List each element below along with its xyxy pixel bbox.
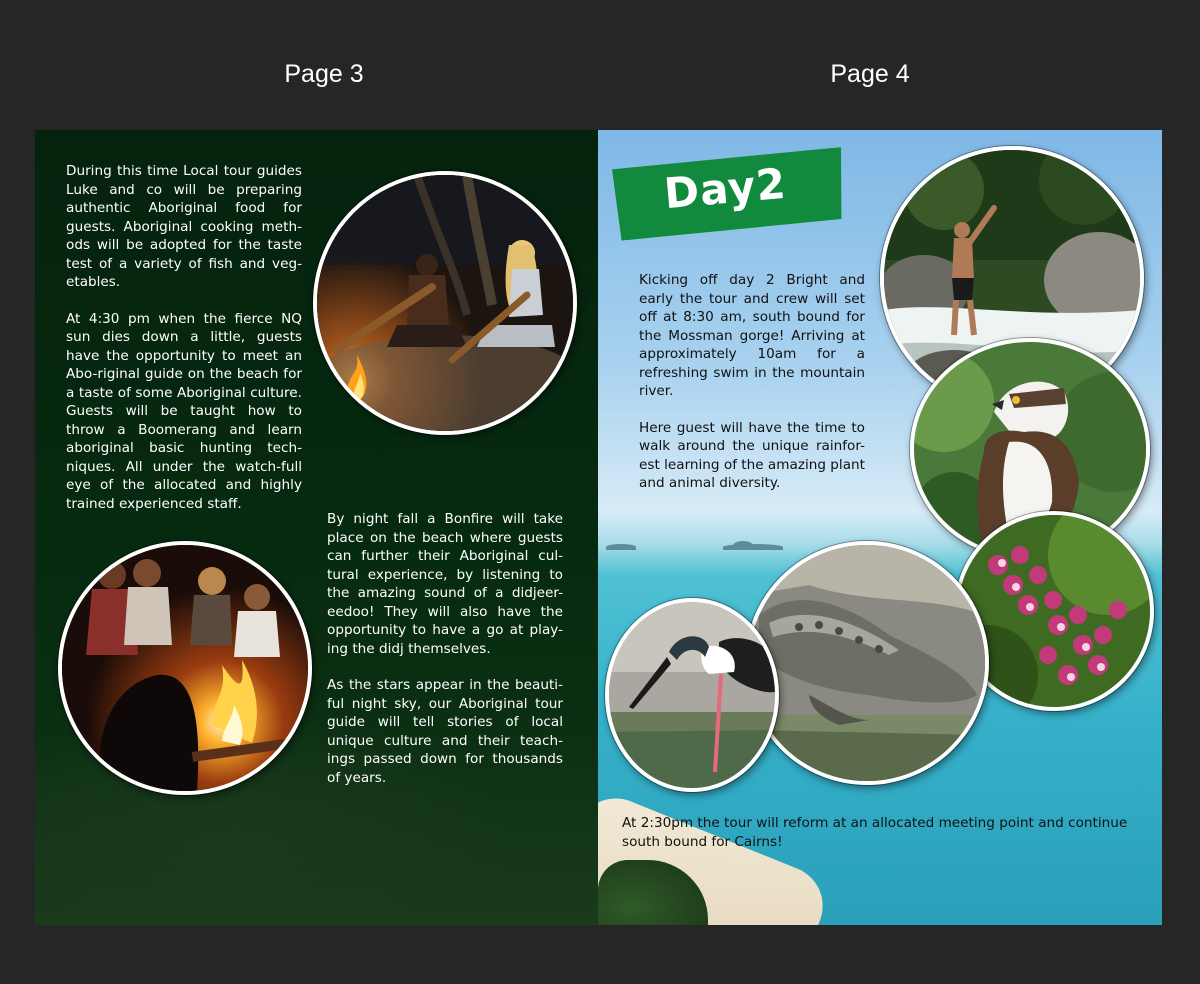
- bonfire-photo-image: [62, 545, 308, 791]
- paragraph: Kicking off day 2 Bright and early the tour and crew will set off at 8:30 am, south bound for the Mossman gorge! Arriving at approximately 10am for a refreshing swim in the mountain river.: [639, 272, 865, 399]
- page-3: [35, 130, 598, 925]
- jabiru-photo: [605, 598, 779, 792]
- page3-text-column-2: [327, 510, 563, 805]
- page-3-label: Page 3: [284, 60, 364, 88]
- crocodile-photo: [745, 541, 989, 785]
- didgeridoo-photo: [313, 171, 577, 435]
- crocodile-photo-image: [749, 545, 985, 781]
- paragraph: At 4:30 pm when the fierce NQ sun dies down a little, guests have the opportunity to meet an Abo-riginal guide on the beach for a taste of some Aboriginal culture. Guests will be taught how to throw a Boomerang and learn aboriginal basic hunting tech-niques. All under the watch-full eye of the allocated and highly trained experienced staff.: [66, 310, 302, 512]
- page-4-label: Page 4: [830, 60, 910, 88]
- page-4: [598, 130, 1162, 925]
- bonfire-photo: [58, 541, 312, 795]
- paragraph: Here guest will have the time to walk around the unique rainfor-est learning of the amazing plant and animal diversity.: [639, 419, 865, 491]
- jabiru-photo-image: [609, 602, 775, 788]
- paragraph: As the stars appear in the beauti-ful night sky, our Aboriginal tour guide will tell stories of local unique culture and their teach-ings passed down for thousands of years.: [327, 677, 563, 786]
- page3-text-column-1: [66, 162, 302, 531]
- paragraph: By night fall a Bonfire will take place on the beach where guests can further their Aboriginal cul-tural experience, by listening to the amazing sound of a didjeer-eedoo! They will also have the opportunity to have a go at play-ing the didj themselves.: [327, 511, 563, 657]
- page4-text-footer: At 2:30pm the tour will reform at an allocated meeting point and continue south bound for Cairns!: [622, 815, 1128, 850]
- paragraph: During this time Local tour guides Luke and co will be preparing authentic Aboriginal food for guests. Aboriginal cooking meth-ods will be adopted for the taste test of a variety of fish and veg-etables.: [66, 163, 302, 290]
- day-banner-title: Day2: [662, 158, 789, 219]
- page4-text-main: [639, 271, 865, 511]
- didgeridoo-photo-image: [317, 175, 573, 431]
